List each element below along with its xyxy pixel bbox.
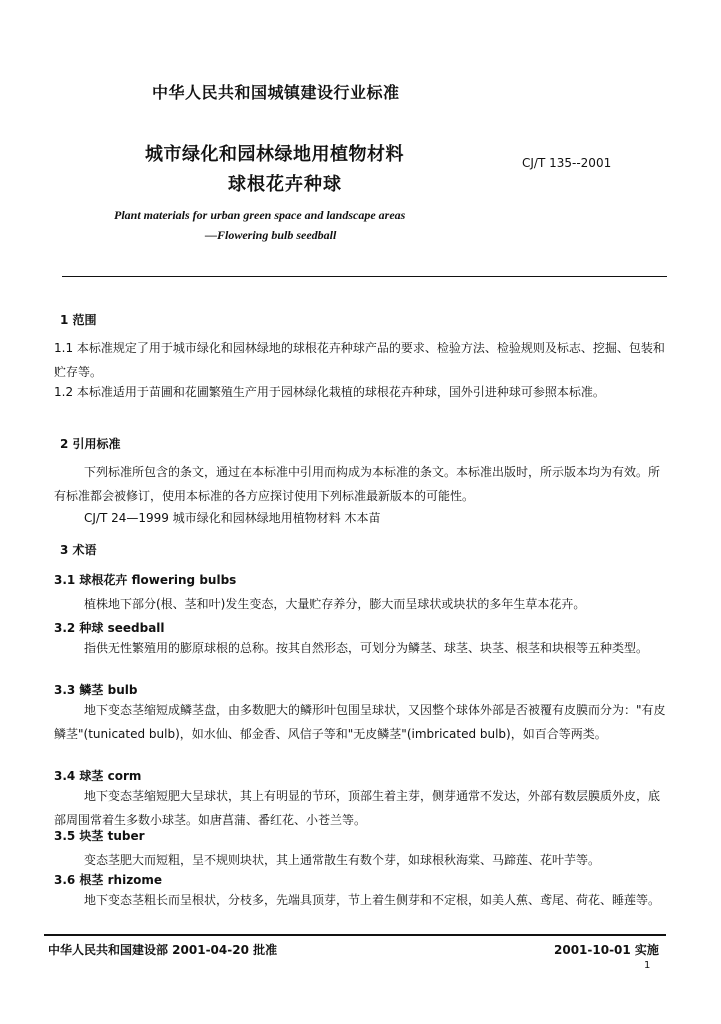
term-3-3-heading: 3.3 鳞茎 bulb — [54, 683, 138, 697]
english-title-line1: Plant materials for urban green space and landscape areas — [114, 208, 406, 222]
clause-1-2: 1.2 本标准适用于苗圃和花圃繁殖生产用于园林绿化栽植的球根花卉种球，国外引进种球可参照本标准。 — [54, 385, 605, 399]
term-3-2-heading: 3.2 种球 seedball — [54, 621, 165, 635]
term-3-5-definition: 变态茎肥大而短粗，呈不规则块状，其上通常散生有数个芽，如球根秋海棠、马蹄莲、花叶芋等。 — [84, 853, 601, 867]
term-3-6-definition: 地下变态茎粗长而呈根状，分枝多，先端具顶芽，节上着生侧芽和不定根，如美人蕉、鸢尾、荷花、睡莲等。 — [84, 893, 661, 907]
term-3-4-heading: 3.4 球茎 corm — [54, 769, 142, 783]
industry-standard-heading: 中华人民共和国城镇建设行业标准 — [152, 83, 400, 102]
term-3-2-definition: 指供无性繁殖用的膨原球根的总称。按其自然形态，可划分为鳞茎、球茎、块茎、根茎和块根等五种类型。 — [84, 641, 649, 655]
approval-info: 中华人民共和国建设部 2001-04-20 批准 — [48, 943, 278, 957]
normative-reference: CJ/T 24—1999 城市绿化和园林绿地用植物材料 木本苗 — [84, 511, 381, 525]
section-3-heading: 3 术语 — [60, 543, 97, 557]
clause-1-1: 1.1 本标准规定了用于城市绿化和园林绿地的球根花卉种球产品的要求、检验方法、检验规则及标志、挖掘、包装和贮存等。 — [54, 341, 665, 379]
term-3-1-definition: 植株地下部分(根、茎和叶)发生变态，大量贮存养分，膨大而呈球状或块状的多年生草本花卉。 — [84, 597, 586, 611]
section-2-heading: 2 引用标准 — [60, 437, 121, 451]
page-number: 1 — [644, 960, 651, 971]
document-title-line1: 城市绿化和园林绿地用植物材料 — [145, 144, 404, 165]
footer-divider — [44, 934, 666, 936]
implementation-date: 2001-10-01 实施 — [554, 943, 659, 957]
header-divider — [62, 276, 667, 277]
term-3-6-heading: 3.6 根茎 rhizome — [54, 873, 163, 887]
section-2-paragraph: 下列标准所包含的条文，通过在本标准中引用而构成为本标准的条文。本标准出版时，所示版本均为有效。所有标准都会被修订，使用本标准的各方应探讨使用下列标准最新版本的可能性。 — [54, 465, 661, 503]
section-1-heading: 1 范围 — [60, 313, 97, 327]
document-title-line2: 球根花卉种球 — [228, 174, 342, 195]
standard-code: CJ/T 135--2001 — [522, 156, 612, 170]
term-3-4-definition: 地下变态茎缩短肥大呈球状，其上有明显的节环，顶部生着主芽，侧芽通常不发达，外部有数层膜质外皮，底部周围常着生多数小球茎。如唐菖蒲、番红花、小苍兰等。 — [54, 789, 661, 827]
term-3-3-definition: 地下变态茎缩短成鳞茎盘，由多数肥大的鳞形叶包围呈球状，又因整个球体外部是否被覆有皮膜而分为："有皮鳞茎"(tunicated bulb)，如水仙、郁金香、风信子等和"无皮鳞茎"(imbricated bulb)，如百合等两类。 — [54, 703, 666, 741]
term-3-5-heading: 3.5 块茎 tuber — [54, 829, 145, 843]
english-title-line2: —Flowering bulb seedball — [205, 228, 337, 242]
term-3-1-heading: 3.1 球根花卉 flowering bulbs — [54, 573, 237, 587]
